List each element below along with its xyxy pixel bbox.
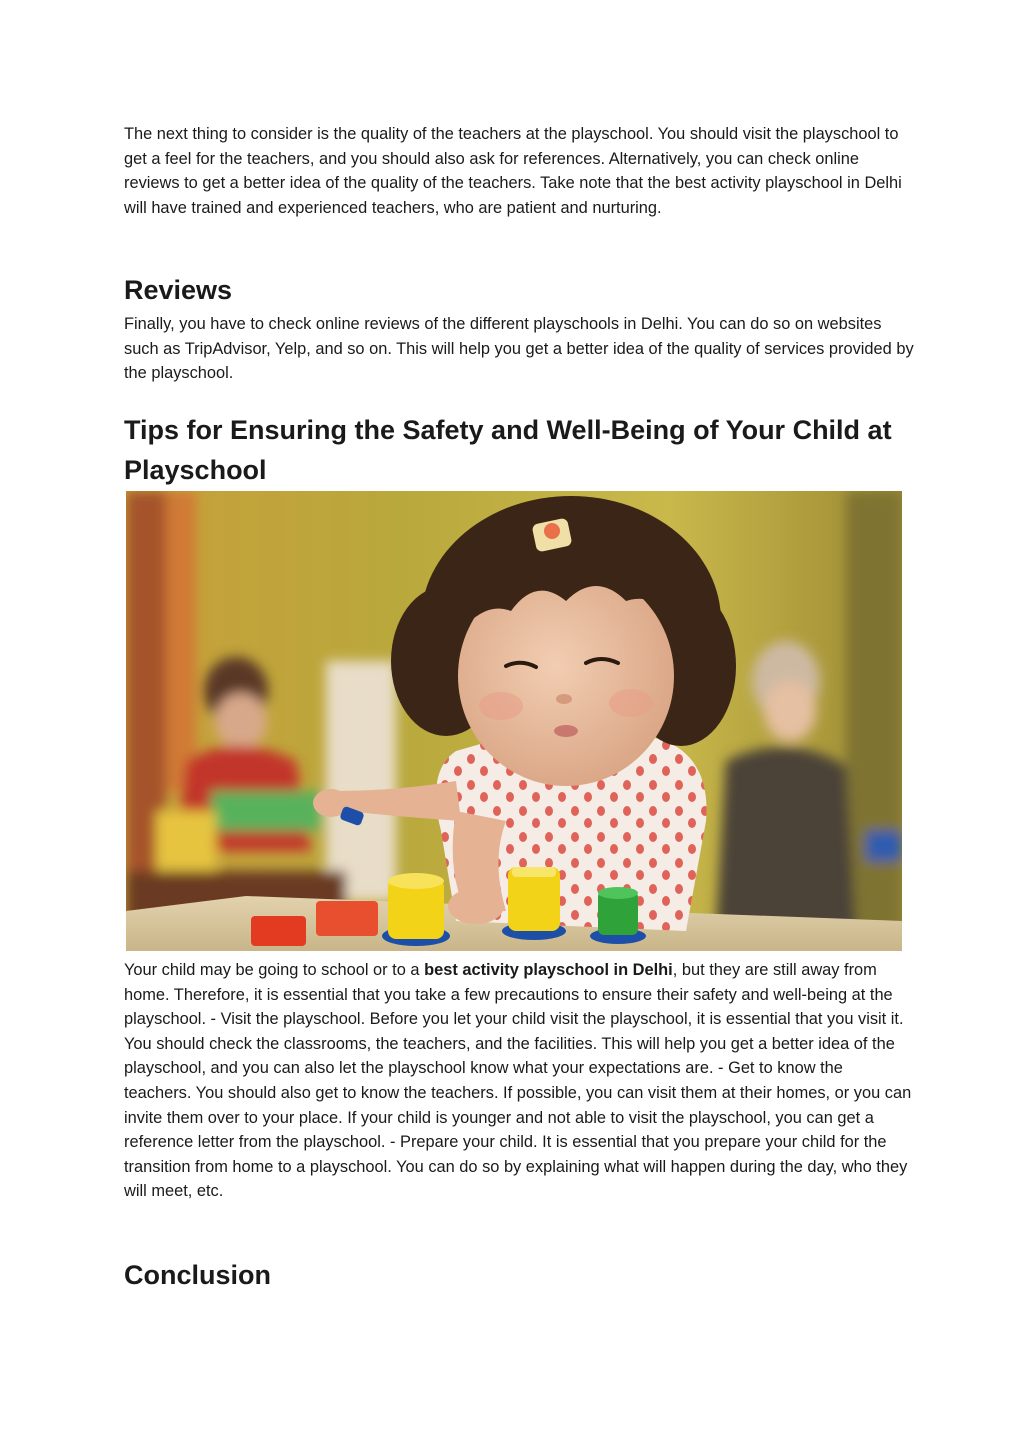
conclusion-heading: Conclusion xyxy=(124,1260,271,1290)
reviews-paragraph: Finally, you have to check online reviews of the different playschools in Delhi. You can do so on websites such as TripAdvisor, Yelp, and so on. This will help you get a better idea of the quality of services provided by the playschool. xyxy=(124,315,914,383)
tips-heading: Tips for Ensuring the Safety and Well-Being of Your Child at Playschool xyxy=(124,415,892,485)
photo-illustration xyxy=(126,491,902,951)
reviews-heading: Reviews xyxy=(124,275,233,305)
best-activity-playschool-link-text: best activity playschool in Delhi xyxy=(424,961,673,979)
tips-paragraph-rest: , but they are still away from home. Therefore, it is essential that you take a few precautions to ensure their safety and well-being at the playschool. - Visit the playschool. Before you let your child visit the playschool, it is essential that you visit it. You should check the classrooms, the teachers, and the facilities. This will help you get a better idea of the playschool, and you can also let the playschool know what your expectations are. - Get to know the teachers. You should also get to know the teachers. If possible, you can visit them at their homes, or you can invite them over to your place. If your child is younger and not able to visit the playschool, you can get a reference letter from the playschool. - Prepare your child. It is essential that you prepare your child for the transition from home to a playschool. You can do so by explaining what will happen during the day, who they will meet, etc. xyxy=(124,961,912,1201)
tips-paragraph xyxy=(124,958,914,1204)
intro-paragraph: The next thing to consider is the quality of the teachers at the playschool. You should visit the playschool to get a feel for the teachers, and you should also ask for references. Alternatively, you can check online reviews to get a better idea of the quality of the teachers. Take note that the best activity playschool in Delhi will have trained and experienced teachers, who are patient and nurturing. xyxy=(124,125,902,217)
tips-paragraph-start: Your child may be going to school or to a xyxy=(124,961,425,979)
child-playing-photo xyxy=(126,491,902,951)
